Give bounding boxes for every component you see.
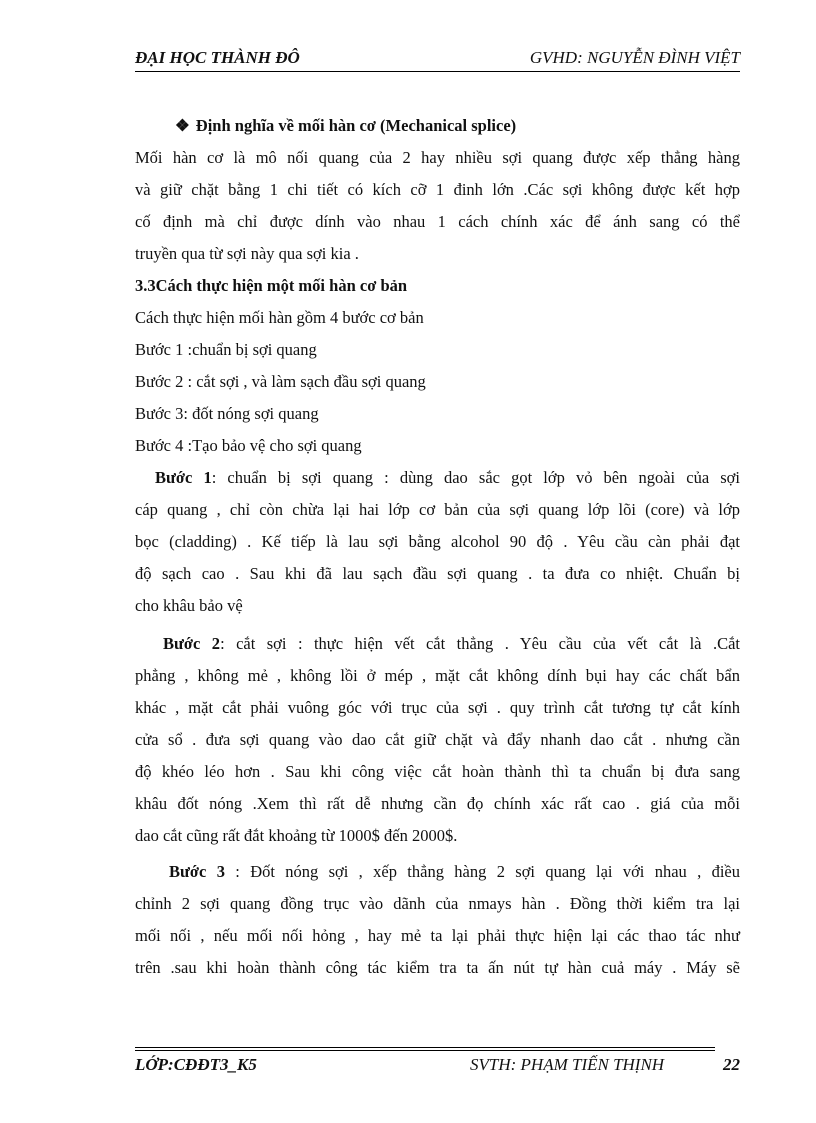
step-item: Bước 2 : cắt sợi , và làm sạch đầu sợi quang [135, 372, 426, 391]
page-footer [135, 1047, 740, 1079]
document-body [135, 110, 740, 984]
def-line: Mối hàn cơ là mô nối quang của 2 hay nhiều sợi quang được xếp thẳng hàng [135, 148, 740, 167]
diamond-bullet-icon: ❖ [175, 116, 190, 135]
para2-line: khâu đốt nóng .Xem thì rất dễ nhưng cần đọ chính xác rất cao . giá của mỗi [135, 794, 740, 813]
para1-label: Bước 1 [155, 468, 212, 487]
para2-label: Bước 2 [163, 634, 221, 653]
para3-line: trên .sau khi hoàn thành công tác kiểm tra ta ấn nút tự hàn cuả máy . Máy sẽ [135, 958, 740, 977]
para1-line: cáp quang , chỉ còn chừa lại hai lớp cơ bản của sợi quang lớp lõi (core) và lớp [135, 500, 740, 519]
footer-student: SVTH: PHẠM TIẾN THỊNH [470, 1055, 665, 1074]
footer-rule [135, 1047, 715, 1048]
para3-first-line: Bước 3 : Đốt nóng sợi , xếp thẳng hàng 2 sợi quang lại với nhau , điều [169, 862, 740, 881]
para2-line: độ khéo léo hơn . Sau khi công việc cắt hoàn thành thì ta chuẩn bị đưa sang [135, 762, 740, 781]
header-advisor: GVHD: NGUYỄN ĐÌNH VIỆT [529, 48, 740, 67]
def-line: cố định mà chỉ được dính vào nhau 1 cách chính xác để ánh sang có thể [135, 212, 740, 231]
para1-line: bọc (cladding) . Kế tiếp là lau sợi bằng alcohol 90 độ . Yêu cầu càn phải đạt [135, 532, 740, 551]
para3-line: chỉnh 2 sợi quang đồng trục vào dãnh của nmays hàn . Đồng thời kiểm tra lại [135, 894, 740, 913]
footer-class: LỚP:CĐĐT3_K5 [135, 1055, 257, 1074]
page-header [135, 48, 740, 74]
step-item: Bước 3: đốt nóng sợi quang [135, 404, 319, 423]
page-number: 22 [723, 1055, 740, 1074]
para3-label: Bước 3 [169, 862, 225, 881]
header-university: ĐẠI HỌC THÀNH ĐÔ [135, 48, 300, 67]
header-rule [135, 71, 740, 72]
step-item: Bước 4 :Tạo bảo vệ cho sợi quang [135, 436, 362, 455]
para2-line: phẳng , không mẻ , không lồi ở mép , mặt cắt không dính bụi hay các chất bẩn [135, 666, 740, 685]
para1-first-line: Bước 1: chuẩn bị sợi quang : dùng dao sắc gọt lớp vỏ bên ngoài của sợi [155, 468, 740, 487]
steps-intro: Cách thực hiện mối hàn gồm 4 bước cơ bản [135, 308, 424, 327]
section-title: 3.3Cách thực hiện một mối hàn cơ bản [135, 276, 408, 295]
para1-line: độ sạch cao . Sau khi đã lau sạch đầu sợi quang . ta đưa co nhiệt. Chuẩn bị [135, 564, 740, 583]
step-item: Bước 1 :chuẩn bị sợi quang [135, 340, 317, 359]
para2-first-line: Bước 2: cắt sợi : thực hiện vết cắt thẳng . Yêu cầu của vết cắt là .Cắt [163, 634, 740, 653]
para1-line: cho khâu bảo vệ [135, 596, 243, 615]
definition-heading: ❖ Định nghĩa về mối hàn cơ (Mechanical splice) [175, 116, 517, 135]
para2-line: khác , mặt cắt phải vuông góc với trục của sợi . quy trình cắt tương tự cắt kính [135, 698, 740, 717]
para2-line: dao cắt cũng rất đắt khoảng từ 1000$ đến 2000$. [135, 826, 458, 845]
para3-line: mối nối , nếu mối nối hỏng , hay mẻ ta lại phải thực hiện lại các thao tác như [135, 926, 740, 945]
para2-line: cửa sổ . đưa sợi quang vào dao cắt giữ chặt và đẩy nhanh dao cắt . nhưng cần [135, 730, 740, 749]
footer-rule [135, 1050, 715, 1051]
def-line: truyền qua từ sợi này qua sợi kia . [135, 244, 359, 263]
def-line: và giữ chặt bằng 1 chi tiết có kích cỡ 1 đinh lớn .Các sợi không được kết hợp [135, 180, 740, 199]
